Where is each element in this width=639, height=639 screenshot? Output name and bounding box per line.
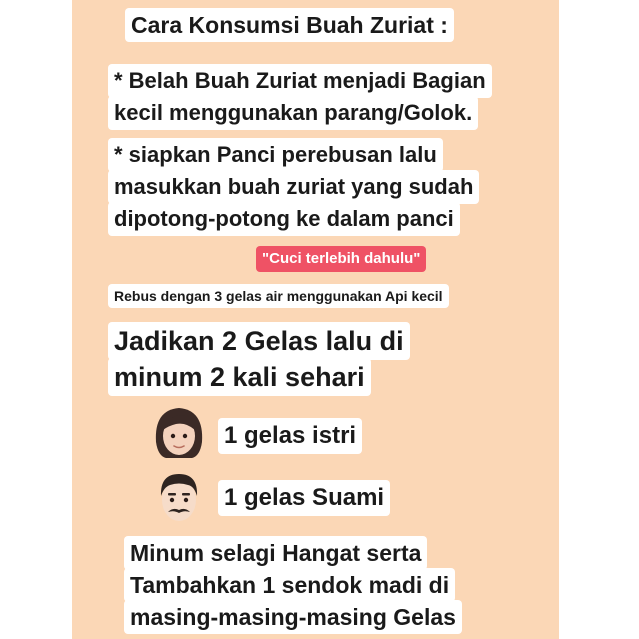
reduce-line2: minum 2 kali sehari xyxy=(108,358,371,396)
man-mustache-face-icon xyxy=(148,466,210,528)
husband-portion-label: 1 gelas Suami xyxy=(218,480,390,516)
step2-line2: masukkan buah zuriat yang sudah xyxy=(108,170,479,204)
final-line1: Minum selagi Hangat serta xyxy=(124,536,427,570)
final-line2: Tambahkan 1 sendok madi di xyxy=(124,568,455,602)
wash-note-badge: "Cuci terlebih dahulu" xyxy=(256,246,426,272)
final-line3: masing-masing-masing Gelas xyxy=(124,600,462,634)
page-title: Cara Konsumsi Buah Zuriat : xyxy=(125,8,454,42)
boil-instruction: Rebus dengan 3 gelas air menggunakan Api kecil xyxy=(108,284,449,308)
wife-portion-label: 1 gelas istri xyxy=(218,418,362,454)
step2-line1: * siapkan Panci perebusan lalu xyxy=(108,138,443,172)
step1-line2: kecil menggunakan parang/Golok. xyxy=(108,96,478,130)
step2-line3: dipotong-potong ke dalam panci xyxy=(108,202,460,236)
woman-face-icon xyxy=(148,402,210,464)
step1-line1: * Belah Buah Zuriat menjadi Bagian xyxy=(108,64,492,98)
reduce-line1: Jadikan 2 Gelas lalu di xyxy=(108,322,410,360)
